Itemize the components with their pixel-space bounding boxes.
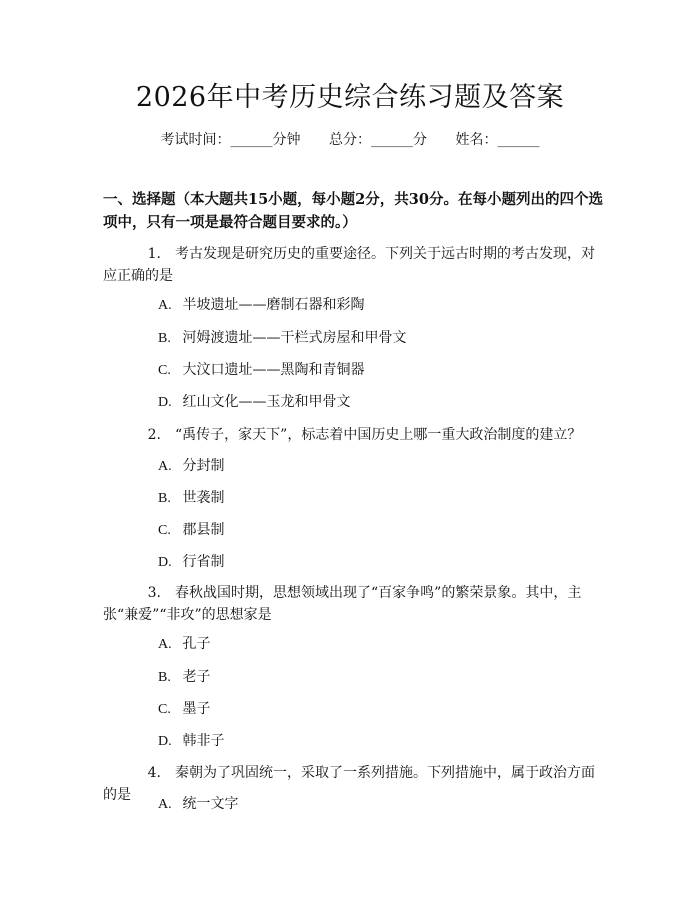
option-text: 半坡遗址——磨制石器和彩陶	[182, 297, 365, 313]
option-letter: C.	[158, 523, 171, 538]
question-stem: 考古发现是研究历史的重要途径。下列关于远古时期的考古发现，对应正确的是	[103, 246, 595, 284]
exam-meta	[0, 130, 700, 150]
option-text: 老子	[182, 669, 211, 685]
option-text: 分封制	[182, 458, 225, 474]
question-number: 1.	[147, 246, 161, 262]
option-letter: A.	[158, 797, 172, 812]
page-title: 2026年中考历史综合练习题及答案	[135, 82, 565, 113]
option-1d	[158, 392, 598, 413]
question-stem: “禹传子，家天下”，标志着中国历史上哪一重大政治制度的建立？	[175, 427, 582, 443]
option-3b	[158, 667, 598, 688]
question-number: 4.	[147, 765, 161, 781]
question-2	[103, 424, 598, 446]
option-letter: D.	[158, 555, 172, 570]
question-number: 2.	[147, 427, 161, 443]
option-text: 红山文化——玉龙和甲骨文	[182, 394, 351, 410]
section-heading: 一、选择题（本大题共15小题，每小题2分，共30分。在每小题列出的四个选项中，只有一项是最符合题目要求的。）	[103, 191, 603, 231]
option-3d	[158, 731, 598, 752]
question-number: 3.	[147, 585, 161, 601]
option-text: 行省制	[182, 554, 225, 570]
option-2c	[158, 520, 598, 541]
option-3a	[158, 634, 598, 655]
option-letter: B.	[158, 670, 171, 685]
option-1b	[158, 328, 598, 349]
option-letter: A.	[158, 298, 172, 313]
option-letter: A.	[158, 637, 172, 652]
option-text: 世袭制	[182, 490, 225, 506]
option-letter: C.	[158, 702, 171, 717]
question-stem: 秦朝为了巩固统一，采取了一系列措施。下列措施中，属于政治方面的是	[103, 765, 595, 803]
question-1	[103, 243, 598, 287]
option-text: 河姆渡遗址——干栏式房屋和甲骨文	[182, 330, 407, 346]
option-letter: D.	[158, 395, 172, 410]
question-stem: 春秋战国时期，思想领域出现了“百家争鸣”的繁荣景象。其中，主张“兼爱”“非攻”的思想家是	[103, 585, 582, 623]
option-4a	[158, 794, 598, 815]
option-letter: B.	[158, 491, 171, 506]
option-text: 孔子	[182, 636, 211, 652]
option-3c	[158, 699, 598, 720]
option-2d	[158, 552, 598, 573]
option-text: 大汶口遗址——黑陶和青铜器	[182, 362, 365, 378]
option-1c	[158, 360, 598, 381]
option-2a	[158, 456, 598, 477]
question-3	[103, 582, 598, 626]
exam-time: 考试时间：______分钟	[160, 132, 301, 148]
option-letter: D.	[158, 734, 172, 749]
total-score: 总分：______分	[329, 132, 427, 148]
student-name: 姓名：______	[455, 132, 540, 148]
option-text: 郡县制	[182, 522, 225, 538]
option-letter: A.	[158, 459, 172, 474]
option-letter: C.	[158, 363, 171, 378]
option-letter: B.	[158, 331, 171, 346]
option-text: 统一文字	[182, 796, 239, 812]
option-1a	[158, 295, 598, 316]
option-text: 韩非子	[182, 733, 225, 749]
option-text: 墨子	[182, 701, 211, 717]
option-2b	[158, 488, 598, 509]
